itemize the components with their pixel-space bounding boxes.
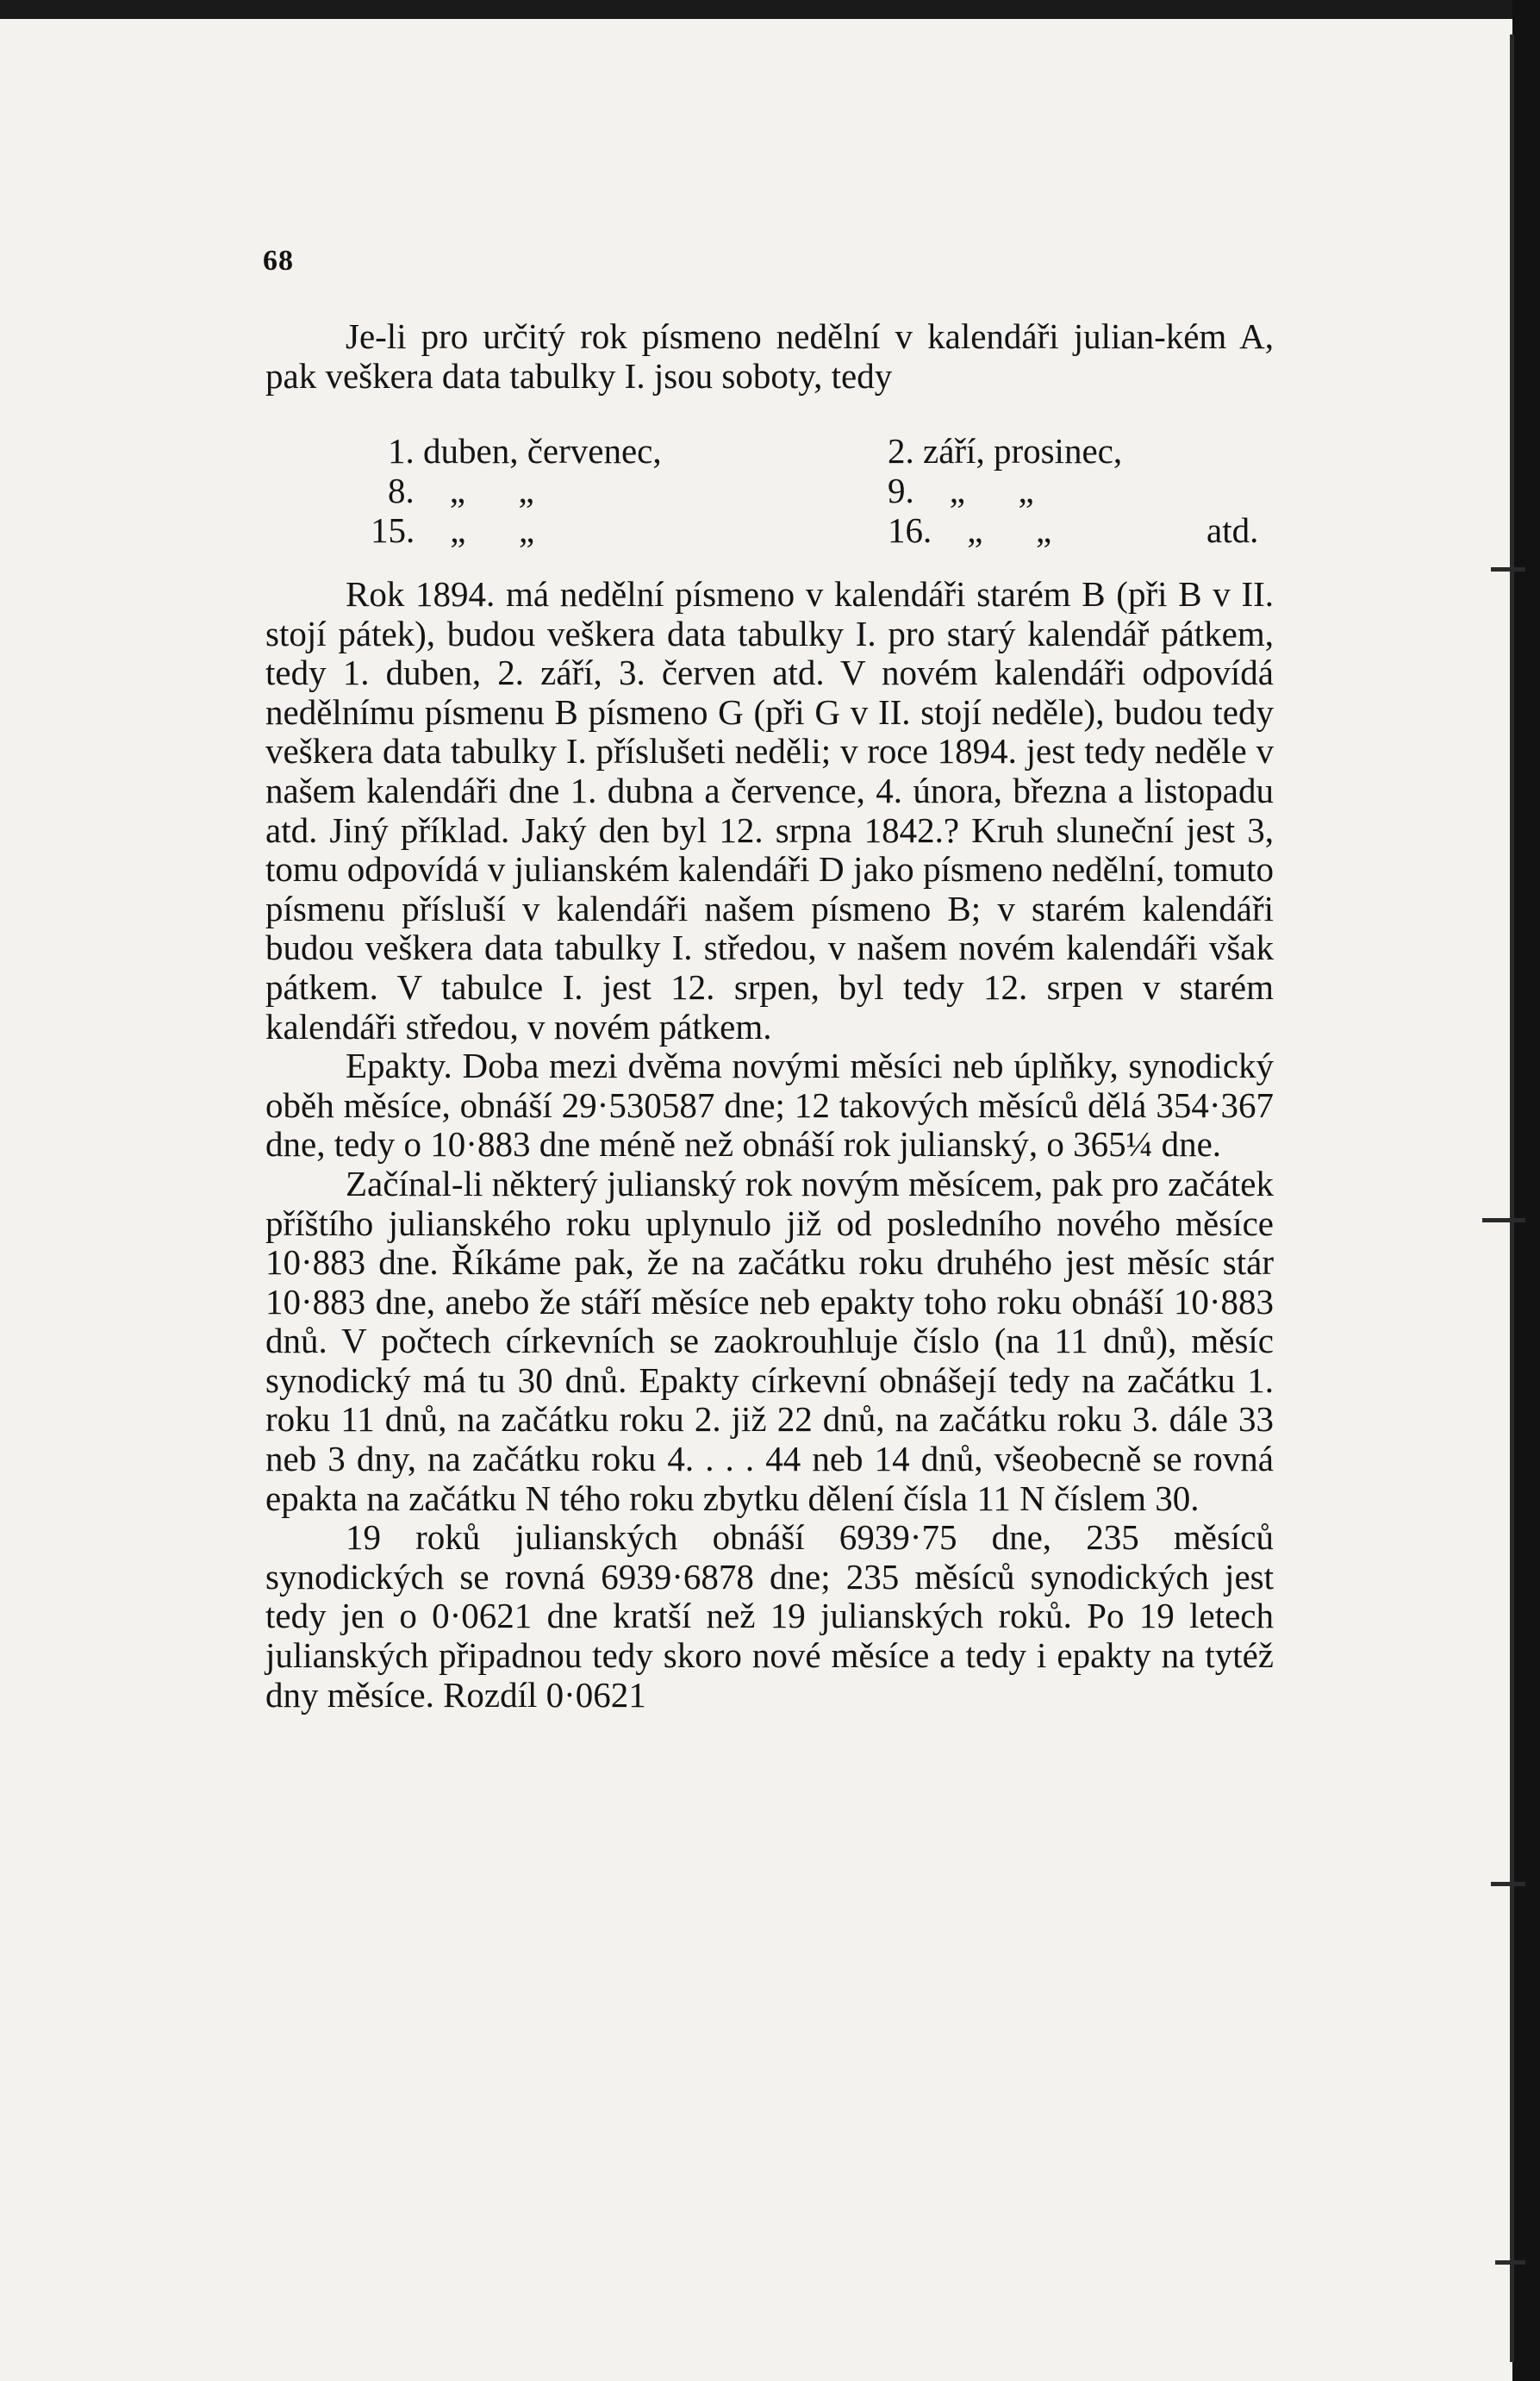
scan-margin-tick	[1491, 567, 1525, 572]
scan-margin-tick	[1482, 1218, 1525, 1222]
list-cell: 1. duben, červenec,	[388, 431, 662, 471]
list-row	[388, 471, 1293, 510]
paragraph-zacinal: Začínal-li některý julianský rok novým měsícem, pak pro začátek příštího julianského roku uplynulo již od posledního nového měsíce 10·883 dne. Říkáme pak, že na začátku roku druhého jest měsíc stár 10·883 dne, anebo že stáří měsíce neb epakty toho roku obnáší 10·883 dnů. V počtech církevních se zaokrouhluje číslo (na 11 dnů), měsíc synodický má tu 30 dnů. Epakty církevní obnášejí tedy na začátku 1. roku 11 dnů, na začátku roku 2. již 22 dnů, na začátku roku 3. dále 33 neb 3 dny, na začátku roku 4. . . . 44 neb 14 dnů, všeobecně se rovná epakta na začátku N tého roku zbytku dělení čísla 11 N číslem 30.	[265, 1163, 1274, 1518]
scan-margin-line	[1510, 34, 1514, 2362]
page-number: 68	[263, 245, 294, 277]
list-row	[371, 510, 1293, 550]
list-cell: atd.	[1206, 510, 1259, 550]
body-text	[265, 575, 1274, 1715]
date-list	[371, 431, 1293, 550]
intro-paragraph	[265, 317, 1274, 396]
scan-margin-tick	[1495, 2260, 1525, 2265]
scan-right-edge	[1512, 0, 1540, 2381]
paragraph-rok-1894: Rok 1894. má nedělní písmeno v kalendáři starém B (při B v II. stojí pátek), budou veškera data tabulky I. pro starý kalendář pátkem, tedy 1. duben, 2. září, 3. červen atd. V novém kalendáři odpovídá nedělnímu písmenu B písmeno G (při G v II. stojí neděle), budou tedy veškera data tabulky I. příslušeti neděli; v roce 1894. jest tedy neděle v našem kalendáři dne 1. dubna a července, 4. února, března a listopadu atd. Jiný příklad. Jaký den byl 12. srpna 1842.? Kruh sluneční jest 3, tomu odpovídá v julianském kalendáři D jako písmeno nedělní, tomuto písmenu přísluší v kalendáři našem písmeno B; v starém kalendáři budou veškera data tabulky I. středou, v našem novém kalendáři však pátkem. V tabulce I. jest 12. srpen, byl tedy 12. srpen v starém kalendáři středou, v novém pátkem.	[265, 574, 1274, 1047]
scan-margin-tick	[1491, 1882, 1525, 1886]
list-cell: 8. „ „	[388, 471, 534, 510]
list-cell	[1206, 431, 1293, 471]
list-row	[388, 431, 1293, 471]
list-cell	[1206, 471, 1293, 510]
paragraph-epakty: Epakty. Doba mezi dvěma novými měsíci neb úplňky, synodický oběh měsíce, obnáší 29·530587 dne; 12 takových měsíců dělá 354·367 dne, tedy o 10·883 dne méně než obnáší rok julianský, o 365¼ dne.	[265, 1046, 1274, 1165]
list-cell: 9. „ „	[888, 471, 1034, 510]
paragraph-19-roku: 19 roků julianských obnáší 6939·75 dne, 235 měsíců synodických se rovná 6939·6878 dne; 235 měsíců synodických jest tedy jen o 0·0621 dne kratší než 19 julianských roků. Po 19 letech julianských připadnou tedy skoro nové měsíce a tedy i epakty na tytéž dny měsíce. Rozdíl 0·0621	[265, 1517, 1274, 1715]
list-cell: 2. září, prosinec,	[888, 431, 1123, 471]
scan-top-edge	[0, 0, 1540, 19]
list-cell: 15. „ „	[371, 510, 535, 550]
list-cell: 16. „ „	[888, 510, 1052, 550]
intro-text: Je-li pro určitý rok písmeno nedělní v kalendáři julian-kém A, pak veškera data tabulky I. jsou soboty, tedy	[265, 316, 1274, 396]
